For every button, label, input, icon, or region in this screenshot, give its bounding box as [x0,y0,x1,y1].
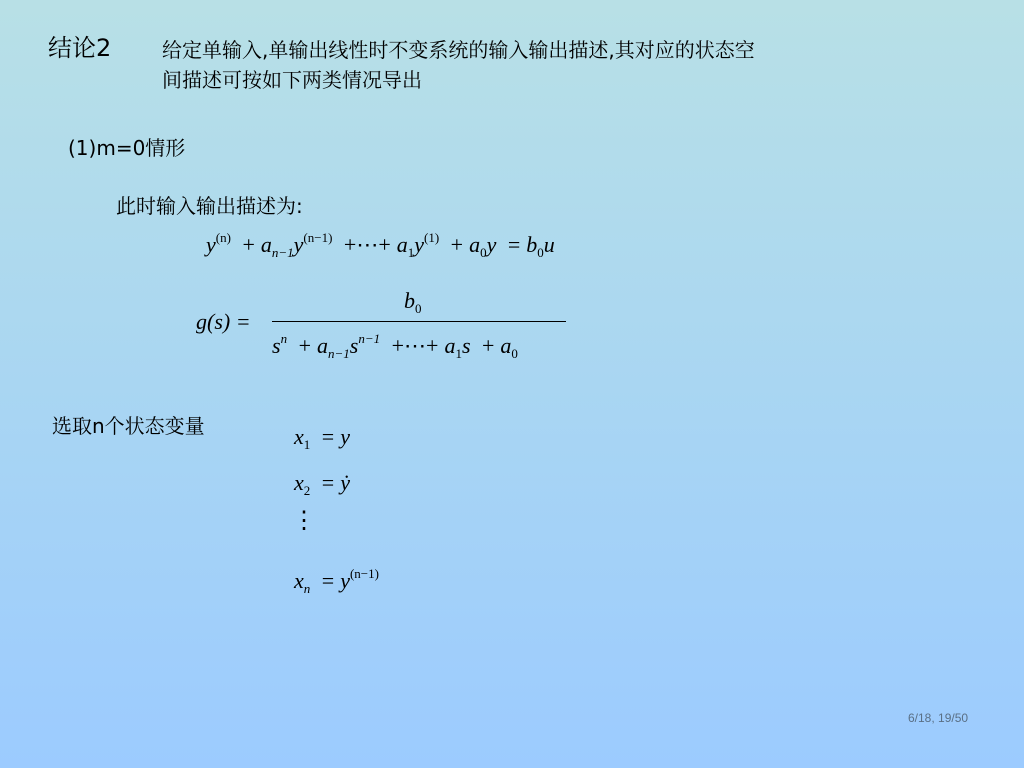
page-indicator: 6/18, 19/50 [908,711,969,725]
transfer-function-lhs: g(s) = [196,309,251,334]
transfer-function-denominator: $s^n + a_{n-1}s^{n-1}$ +⋯+ $a_1s + a_0$ [272,331,518,361]
io-description-label: 此时输入输出描述为: [116,194,303,218]
case-label: (1)m=0情形 [68,136,186,160]
state-eq-vdots: ⋮ [292,508,316,534]
ode-equation: $y^{(n)} + a_{n-1}y^{(n-1)}$ +⋯+ $a_1y^{(1)} + a_0y = b_0u$ [206,230,555,260]
fraction-bar [272,321,566,322]
state-choice-label: 选取n个状态变量 [52,414,205,438]
slide-heading: 结论2 [48,34,112,62]
state-eq-xn: $x_n = y^{(n-1)}$ [294,566,379,596]
transfer-function-numerator: $b_0$ [404,288,422,316]
state-eq-x2: $x_2$ = ẏ [294,470,350,498]
intro-line-1: 给定单输入,单输出线性时不变系统的输入输出描述,其对应的状态空 [162,38,755,62]
intro-line-2: 间描述可按如下两类情况导出 [162,68,422,92]
state-eq-x1: $x_1 = y$ [294,424,350,452]
